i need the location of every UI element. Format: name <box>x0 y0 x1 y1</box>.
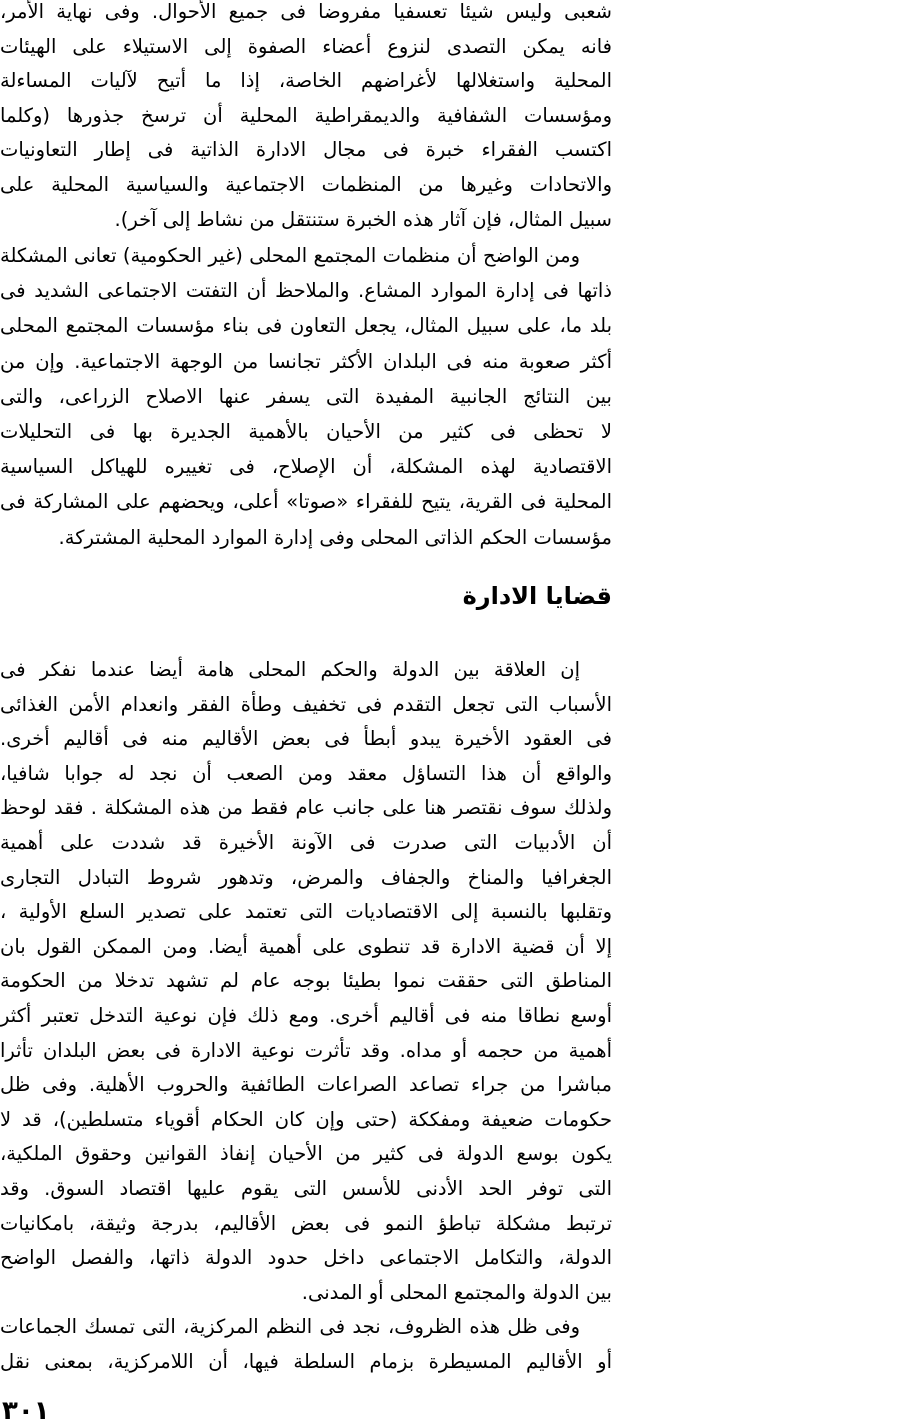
text-line: اكتسب الفقراء خبرة فى مجال الادارة الذاتية فى إطار التعاونيات <box>0 138 612 162</box>
text-line: يكون بوسع الدولة فى كثير من الأحيان إنفاذ القوانين وحقوق الملكية، <box>0 1142 612 1166</box>
page-number: ٣٠١ <box>2 1396 50 1426</box>
text-line: أكثر صعوبة منه فى البلدان الأكثر تجانسا من الوجهة الاجتماعية. وإن من <box>0 349 612 373</box>
text-line: والاتحادات وغيرها من المنظمات الاجتماعية والسياسية المحلية على <box>0 173 612 196</box>
text-line: والواقع أن هذا التساؤل معقد ومن الصعب أن نجد له جوابا شافيا، <box>0 761 612 785</box>
text-line: المحلية واستغلالها لأغراضهم الخاصة، إذا ما أتيح لآليات المساءلة <box>0 69 612 93</box>
text-line: التى توفر الحد الأدنى للأسس التى يقوم عليها اقتصاد السوق. وقد <box>0 1177 612 1200</box>
text-line: أن الأدبيات التى صدرت فى الآونة الأخيرة قد شددت على أهمية <box>0 831 612 854</box>
text-line: أهمية من حجمه أو مداه. وقد تأثرت نوعية الادارة فى بعض البلدان تأثرا <box>0 1038 612 1062</box>
text-line: الدولة، والتكامل الاجتماعى داخل حدود الدولة ذاتها، والفصل الواضح <box>0 1246 612 1270</box>
text-line: وتقلبها بالنسبة إلى الاقتصاديات التى تعتمد على تصدير السلع الأولية ، <box>0 900 612 924</box>
text-line: إلا أن قضية الادارة قد تنطوى على أهمية أيضا. ومن الممكن القول بان <box>0 934 612 958</box>
text-line: بلد ما، على سبيل المثال، يجعل التعاون فى بناء مؤسسات المجتمع المحلى <box>0 314 612 338</box>
text-line: ومؤسسات الشفافية والديمقراطية المحلية أن ترسخ جذورها (وكلما <box>0 103 612 127</box>
text-line: ولذلك سوف نقتصر هنا على جانب عام فقط من هذه المشكلة . فقد لوحظ <box>0 796 612 820</box>
text-line: ذاتها فى إدارة الموارد المشاع. والملاحظ أن التفتت الاجتماعى الشديد فى <box>0 279 612 303</box>
text-line: سبيل المثال، فإن آثار هذه الخبرة ستنتقل من نشاط إلى آخر). <box>114 207 612 231</box>
text-line: أوسع نطاقا منه فى أقاليم أخرى. ومع ذلك فإن نوعية التدخل تعتبر أكثر <box>0 1004 612 1027</box>
text-line: شعبى وليس شيئا تعسفيا مفروضا فى جميع الأحوال. وفى نهاية الأمر، <box>0 0 612 23</box>
text-line: الاقتصادية لهذه المشكلة، أن الإصلاح، فى تغييره للهياكل السياسية <box>0 455 612 479</box>
text-line: حكومات ضعيفة ومفككة (حتى وإن كان الحكام أقوياء متسلطين)، قد لا <box>0 1107 612 1131</box>
text-line: مباشرا من جراء تصاعد الصراعات الطائفية والحروب الأهلية. وفى ظل <box>0 1073 612 1097</box>
text-line: وفى ظل هذه الظروف، نجد فى النظم المركزية، التى تمسك الجماعات <box>0 1315 580 1338</box>
text-line: بين النتائج الجانبية المفيدة التى يسفر عنها الاصلاح الزراعى، والتى <box>0 384 612 408</box>
text-line: فى العقود الأخيرة يبدو أبطأ فى بعض الأقاليم منه فى أقاليم أخرى. <box>0 727 612 751</box>
text-line: الجغرافيا والمناخ والجفاف والمرض، وتدهور شروط التبادل التجارى <box>0 865 612 889</box>
text-line: المناطق التى حققت نموا بطيئا بوجه عام لم تشهد تدخلا من الحكومة <box>0 969 612 993</box>
text-line: المحلية فى القرية، يتيح للفقراء «صوتا» أعلى، ويحضهم على المشاركة فى <box>0 490 612 514</box>
text-line: ومن الواضح أن منظمات المجتمع المحلى (غير الحكومية) تعانى المشكلة <box>0 244 580 267</box>
text-line: فانه يمكن التصدى لنزوع أعضاء الصفوة إلى الاستيلاء على الهيئات <box>0 34 612 58</box>
text-line: الأسباب التى تجعل التقدم فى تخفيف وطأة الفقر وانعدام الأمن الغذائى <box>0 692 612 716</box>
text-line: لا تحظى فى كثير من الأحيان بالأهمية الجديرة بها فى التحليلات <box>0 420 612 443</box>
text-line: بين الدولة والمجتمع المحلى أو المدنى. <box>301 1280 612 1304</box>
text-line: أو الأقاليم المسيطرة بزمام السلطة فيها، أن اللامركزية، بمعنى نقل <box>0 1350 612 1373</box>
text-line: ترتبط مشكلة تباطؤ النمو فى بعض الأقاليم، بدرجة وثيقة، بامكانيات <box>0 1211 612 1235</box>
section-heading: قضايا الادارة <box>462 582 612 610</box>
text-line: مؤسسات الحكم الذاتى المحلى وفى إدارة الموارد المحلية المشتركة. <box>58 525 612 549</box>
text-line: إن العلاقة بين الدولة والحكم المحلى هامة أيضا عندما نفكر فى <box>0 658 580 681</box>
